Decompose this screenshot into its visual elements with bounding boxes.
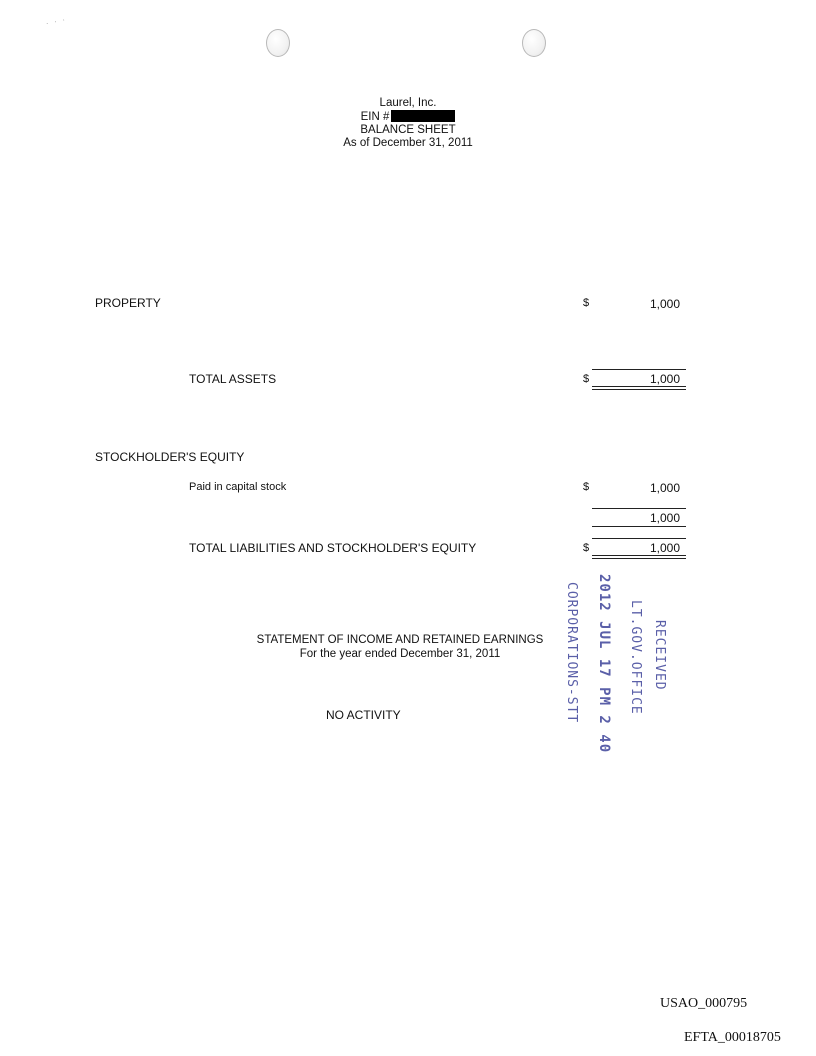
equity-section-label: STOCKHOLDER'S EQUITY	[95, 450, 245, 464]
stamp-department: CORPORATIONS-STT	[564, 582, 579, 724]
total-assets-rule-top	[592, 369, 686, 370]
total-assets-rule-bottom-2	[592, 389, 686, 390]
property-amount: 1,000	[649, 297, 680, 311]
document-title: BALANCE SHEET	[360, 124, 456, 136]
company-name: Laurel, Inc.	[379, 97, 437, 109]
income-statement-heading	[230, 633, 570, 661]
document-date: As of December 31, 2011	[343, 137, 473, 149]
total-liabilities-rule-bottom-2	[592, 558, 686, 559]
received-stamp	[556, 574, 682, 754]
total-assets-rule-bottom-1	[592, 386, 686, 387]
scan-specks: · · ·	[45, 15, 68, 29]
total-liabilities-rule-bottom-1	[592, 555, 686, 556]
paid-in-capital-currency: $	[583, 481, 590, 493]
stamp-office: LT.GOV.OFFICE	[628, 600, 643, 715]
total-assets-label: TOTAL ASSETS	[189, 372, 277, 386]
punch-hole-right	[522, 29, 546, 57]
income-statement-period: For the year ended December 31, 2011	[299, 648, 501, 660]
paid-in-capital-amount: 1,000	[649, 481, 680, 495]
equity-subtotal-amount: 1,000	[649, 511, 680, 525]
total-assets-amount: 1,000	[649, 372, 680, 386]
bates-number-usao: USAO_000795	[660, 996, 748, 1011]
total-liabilities-rule-top	[592, 538, 686, 539]
paid-in-capital-label: Paid in capital stock	[189, 481, 287, 493]
equity-subtotal-rule	[592, 508, 686, 509]
property-currency: $	[583, 297, 590, 309]
redaction-box	[391, 110, 455, 122]
total-liabilities-amount: 1,000	[649, 541, 680, 555]
ein-line	[0, 110, 816, 124]
bates-number-efta: EFTA_00018705	[684, 1030, 781, 1045]
no-activity-label: NO ACTIVITY	[326, 708, 401, 722]
stamp-received: RECEIVED	[652, 620, 667, 691]
total-assets-currency: $	[583, 373, 590, 385]
ein-label: EIN #	[360, 111, 390, 123]
income-statement-title: STATEMENT OF INCOME AND RETAINED EARNINGS	[256, 634, 544, 646]
stamp-date-time: 2012 JUL 17 PM 2 40	[596, 574, 612, 754]
total-liabilities-currency: $	[583, 542, 590, 554]
document-header	[0, 97, 816, 150]
punch-hole-left	[266, 29, 290, 57]
equity-subtotal-rule-bottom	[592, 526, 686, 527]
property-label: PROPERTY	[95, 296, 161, 310]
total-liabilities-label: TOTAL LIABILITIES AND STOCKHOLDER'S EQUITY	[189, 541, 477, 555]
